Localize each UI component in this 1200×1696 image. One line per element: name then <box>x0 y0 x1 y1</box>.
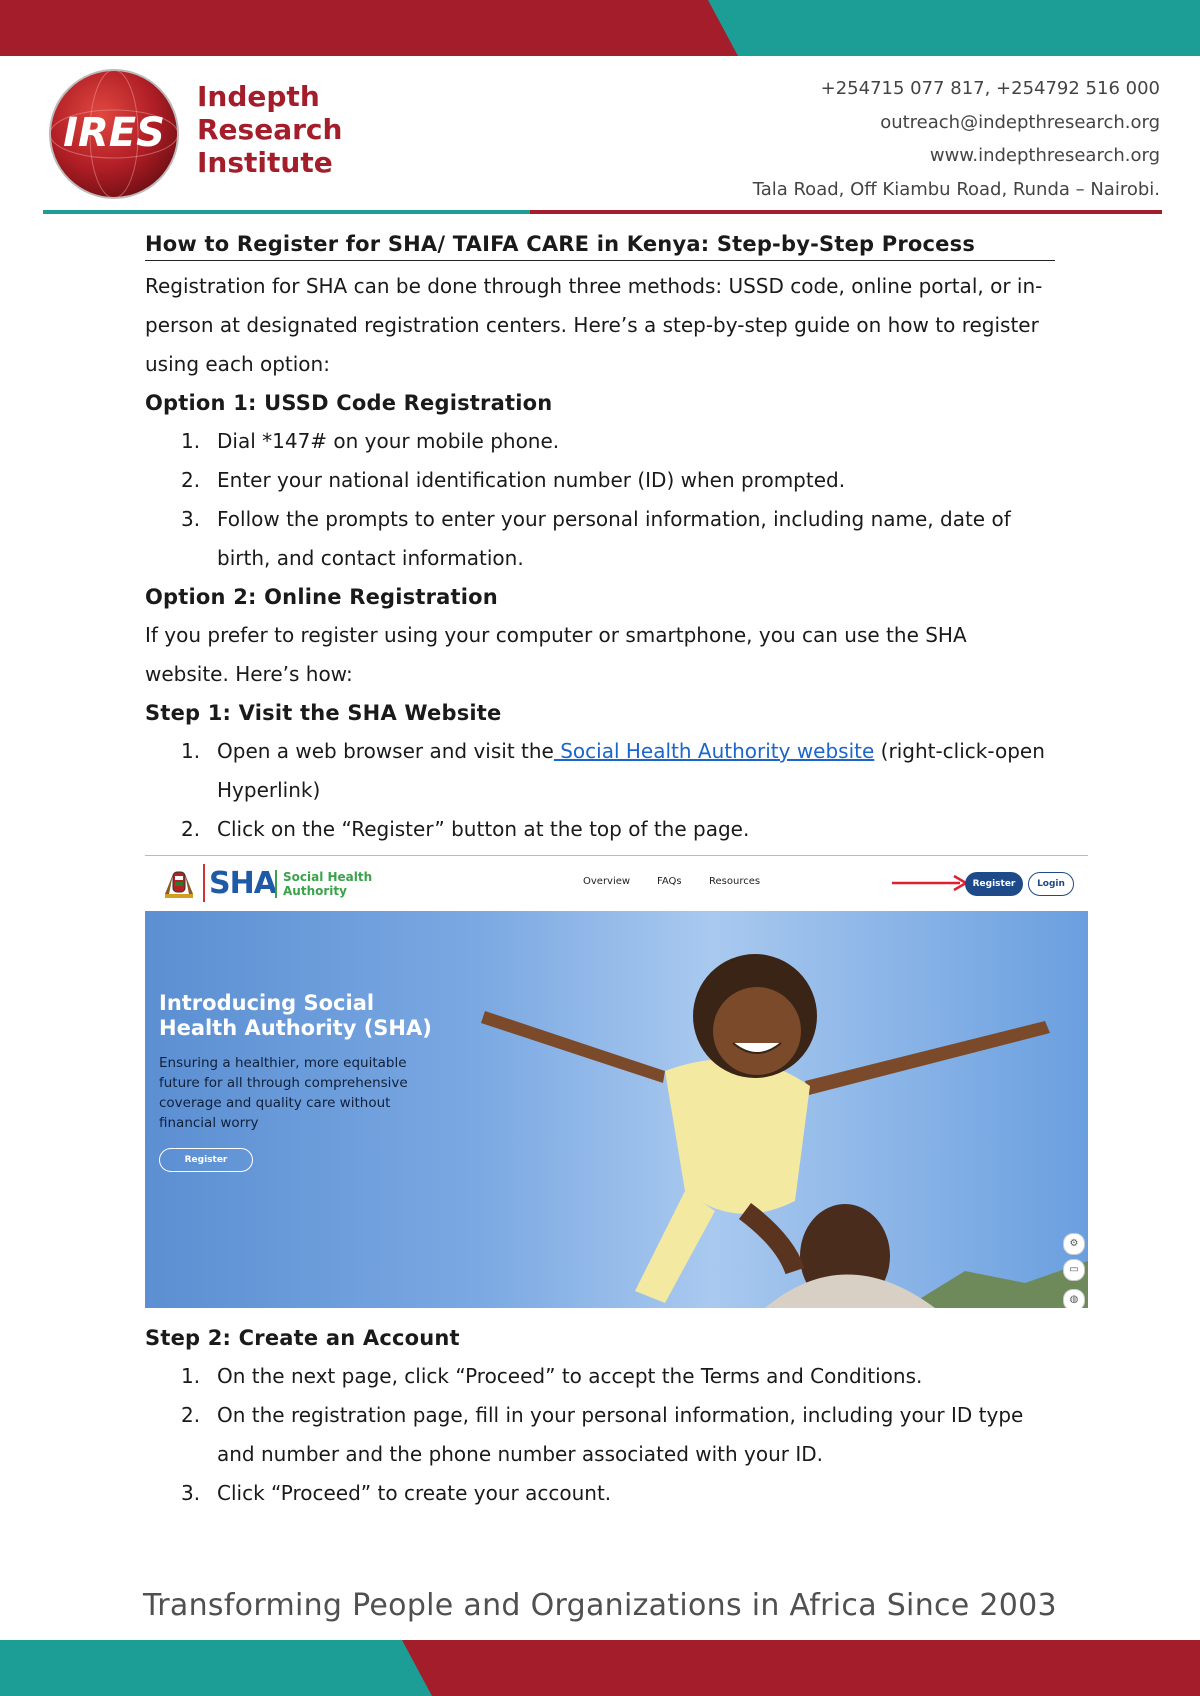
hero-text: Ensuring a healthier, more equitable future for all through comprehensive coverage and quality care without financial worry <box>159 1055 408 1131</box>
contact-email[interactable]: outreach@indepthresearch.org <box>880 111 1160 133</box>
list-item <box>145 1474 1055 1513</box>
intro-paragraph: Registration for SHA can be done through three methods: USSD code, online portal, or in-person at designated registration centers. Here’s a step-by-step guide on how to register using each option: <box>145 274 1043 376</box>
sha-login-button[interactable]: Login <box>1028 872 1074 896</box>
list-item-text: Click “Proceed” to create your account. <box>217 1481 612 1505</box>
list-item-text: On the registration page, fill in your personal information, including your ID type and number and the phone number associated with your ID. <box>217 1403 1024 1466</box>
list-number: 3. <box>181 507 201 531</box>
contact-website[interactable]: www.indepthresearch.org <box>929 145 1160 166</box>
list-item-text: (right-click-open Hyperlink) <box>217 739 1045 802</box>
sha-website-link[interactable]: Social Health Authority website <box>553 739 875 763</box>
hero-title: Introducing Social Health Authority (SHA) <box>159 991 432 1040</box>
option1-steps <box>145 422 1055 578</box>
step1-heading: Step 1: Visit the SHA Website <box>145 701 502 725</box>
org-name-line: Research <box>197 113 343 146</box>
step1-list <box>145 732 1055 849</box>
org-name-line: Institute <box>197 146 333 179</box>
sha-logo-subtitle-line: Social Health <box>283 870 373 884</box>
contact-block <box>753 72 1160 206</box>
list-item <box>145 810 1055 849</box>
footer-tagline: Transforming People and Organizations in Africa Since 2003 <box>143 1588 1057 1623</box>
red-arrow-icon <box>890 874 972 892</box>
list-item-text: Dial *147# on your mobile phone. <box>217 429 560 453</box>
nav-resources[interactable]: Resources <box>709 876 761 887</box>
contact-address: Tala Road, Off Kiambu Road, Runda – Nairobi. <box>752 178 1160 200</box>
logo-divider <box>203 864 205 902</box>
org-name <box>197 80 342 179</box>
list-number: 1. <box>181 429 201 453</box>
list-item-text: Click on the “Register” button at the top of the page. <box>217 817 750 841</box>
document-title: How to Register for SHA/ TAIFA CARE in Kenya: Step-by-Step Process <box>145 228 1055 261</box>
list-item <box>145 461 1055 500</box>
option2-intro: If you prefer to register using your computer or smartphone, you can use the SHA website. Here’s how: <box>145 623 967 686</box>
step2-section <box>145 1319 1055 1513</box>
option2-heading: Option 2: Online Registration <box>145 585 498 609</box>
list-item-text: Enter your national identification number (ID) when prompted. <box>217 468 846 492</box>
contact-phone: +254715 077 817, +254792 516 000 <box>820 78 1160 99</box>
nav-overview[interactable]: Overview <box>583 876 631 887</box>
list-item-text: Follow the prompts to enter your personal information, including name, date of birth, and contact information. <box>217 507 1011 570</box>
list-item <box>145 500 1055 578</box>
sha-navbar <box>145 856 1088 911</box>
header-rule-teal <box>43 210 530 214</box>
list-item <box>145 1357 1055 1396</box>
list-item-text: On the next page, click “Proceed” to accept the Terms and Conditions. <box>217 1364 923 1388</box>
document-body <box>145 228 1055 849</box>
list-item <box>145 422 1055 461</box>
list-number: 1. <box>181 739 201 763</box>
sha-hero-banner <box>145 911 1088 1308</box>
sha-register-button[interactable]: Register <box>965 872 1023 896</box>
list-number: 2. <box>181 817 201 841</box>
header-rule-red <box>530 210 1162 214</box>
hero-register-button[interactable]: Register <box>159 1148 253 1172</box>
language-icon[interactable]: ◍ <box>1063 1289 1085 1308</box>
sha-logo-subtitle <box>275 870 372 898</box>
sha-logo-subtitle-line: Authority <box>283 884 347 898</box>
list-item <box>145 1396 1055 1474</box>
list-number: 2. <box>181 1403 201 1427</box>
list-number: 3. <box>181 1481 201 1505</box>
ires-logo <box>48 68 180 200</box>
org-name-line: Indepth <box>197 80 320 113</box>
step2-list <box>145 1357 1055 1513</box>
bottom-banner <box>0 1640 1200 1696</box>
chat-icon[interactable]: ▭ <box>1063 1259 1085 1281</box>
option1-heading: Option 1: USSD Code Registration <box>145 391 553 415</box>
top-banner <box>0 0 1200 56</box>
accessibility-icon[interactable]: ⚙ <box>1063 1233 1085 1255</box>
logo-text: IRES <box>63 110 165 156</box>
list-item-text: Open a web browser and visit the <box>217 739 554 763</box>
list-number: 2. <box>181 468 201 492</box>
nav-faqs[interactable]: FAQs <box>657 876 682 887</box>
coat-of-arms-icon <box>159 864 199 902</box>
sha-website-screenshot <box>145 855 1088 1308</box>
sha-logo[interactable]: SHA <box>209 866 276 901</box>
list-item <box>145 732 1055 810</box>
list-number: 1. <box>181 1364 201 1388</box>
step2-heading: Step 2: Create an Account <box>145 1326 460 1350</box>
